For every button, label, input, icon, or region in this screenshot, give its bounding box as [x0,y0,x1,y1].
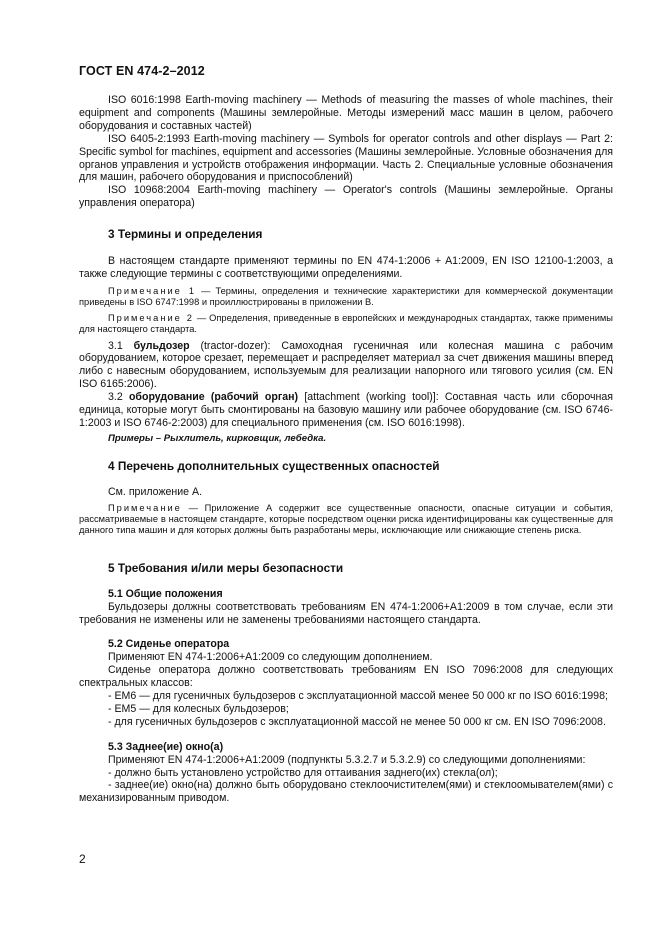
reference-iso-6016: ISO 6016:1998 Earth-moving machinery — Methods of measuring the masses of whole machines, their equipment and components (Машины землеройные. Методы измерений масс машин в целом, рабочего оборудования и составных частей) [79,94,613,132]
section-3-note-1 [79,286,613,309]
note-label: Примечание 2 [108,312,194,323]
section-5-title: 5 Требования и/или меры безопасности [108,560,344,575]
section-3-intro: В настоящем стандарте применяют термины по EN 474-1:2006 + A1:2009, EN ISO 12100-1:2003, а также следующие термины с соответствующими определениями. [79,255,613,280]
section-5-2-para-1: Применяют EN 474-1:2006+A1:2009 со следующим дополнением. [108,651,433,664]
list-item: - должно быть установлено устройство для оттаивания заднего(их) стекла(ол); [108,766,498,779]
term-number: 3.2 [108,391,129,404]
section-5-1-title: 5.1 Общие положения [108,587,223,600]
section-5-1-text: Бульдозеры должны соответствовать требованиям EN 474-1:2006+A1:2009 в том случае, если эти требования не изменены или не заменены требованиями настоящего стандарта. [79,600,613,626]
note-label: Примечание 1 [108,285,197,296]
term-name: бульдозер [133,339,190,352]
term-name: оборудование (рабочий орган) [128,391,299,404]
examples: Примеры – Рыхлитель, кирковщик, лебедка. [108,432,327,444]
term-3-1 [79,340,613,392]
section-5-2-title: 5.2 Сиденье оператора [108,638,230,651]
page-number: 2 [79,852,86,866]
section-4-text: См. приложение А. [108,485,203,498]
reference-iso-6405-2: ISO 6405-2:1993 Earth-moving machinery — Symbols for operator controls and other displays — Part 2: Specific symbol for machines, equipment and accessories (Машины землеройные. Условные обозначения для органов управления и устройств отображения информации. Часть 2. Специальные условные обозначения для машин, рабочего оборудования и приспособлений) [79,132,613,184]
term-definition: (tractor-dozer): Самоходная гусеничная или колесная машина с рабочим оборудованием, которое срезает, перемещает и распределяет материал за счет движения машины вперед либо с навесным оборудованием, используемым для реализации напорного или тягового усилия (см. EN ISO 6165:2006). [79,339,613,391]
note-text: — Термины, определения и технические характеристики для коммерческой документации приведены в ISO 6747:1998 и проиллюстрированы в приложении В. [79,285,613,308]
list-item: - для гусеничных бульдозеров с эксплуатационной массой не менее 50 000 кг см. EN ISO 7096:2008. [108,715,606,728]
section-3-note-2 [79,313,613,336]
reference-iso-10968: ISO 10968:2004 Earth-moving machinery — Operator's controls (Машины землеройные. Органы управления оператора) [79,184,613,210]
term-number: 3.1 [108,339,134,352]
note-label: Примечание [108,502,182,513]
note-text: — Определения, приведенные в европейских и международных стандартах, также применимы для настоящего стандарта. [79,312,613,335]
term-definition: [attachment (working tool)]: Составная часть или сборочная единица, которые могут быть смонтированы на базовую машину или рабочее оборудование (см. ISO 6746-1:2003 и ISO 6746-2:2003) для специального применения (см. ISO 6016:1998). [79,391,613,429]
section-5-3-title: 5.3 Заднее(ие) окно(а) [108,740,224,753]
document-header: ГОСТ EN 474-2–2012 [79,64,205,78]
term-3-2 [79,391,613,430]
section-4-title: 4 Перечень дополнительных существенных опасностей [108,458,440,473]
section-5-2-para-2: Сиденье оператора должно соответствовать требованиям EN ISO 7096:2008 для следующих спектральных классов: [79,664,613,690]
document-body [79,94,613,805]
section-3-title: 3 Термины и определения [108,227,263,242]
section-5-3-para-1: Применяют EN 474-1:2006+A1:2009 (подпункты 5.3.2.7 и 5.3.2.9) со следующими дополнениями: [108,753,586,766]
section-4-note [79,503,613,537]
note-text: — Приложение А содержит все существенные опасности, опасные ситуации и события, рассматриваемые в настоящем стандарте, которые посредством оценки риска идентифицированы как существенные для данного типа машин и для которых должны быть разработаны меры, исключающие или снижающие степень риска. [79,502,613,536]
list-item: - EM6 — для гусеничных бульдозеров с эксплуатационной массой менее 50 000 кг по ISO 6016:1998; [108,690,608,703]
list-item: - EM5 — для колесных бульдозеров; [108,702,289,715]
list-item: - заднее(ие) окно(на) должно быть оборудовано стеклоочистителем(ями) и стеклоомывателем(ями) с механизированным приводом. [79,779,613,805]
